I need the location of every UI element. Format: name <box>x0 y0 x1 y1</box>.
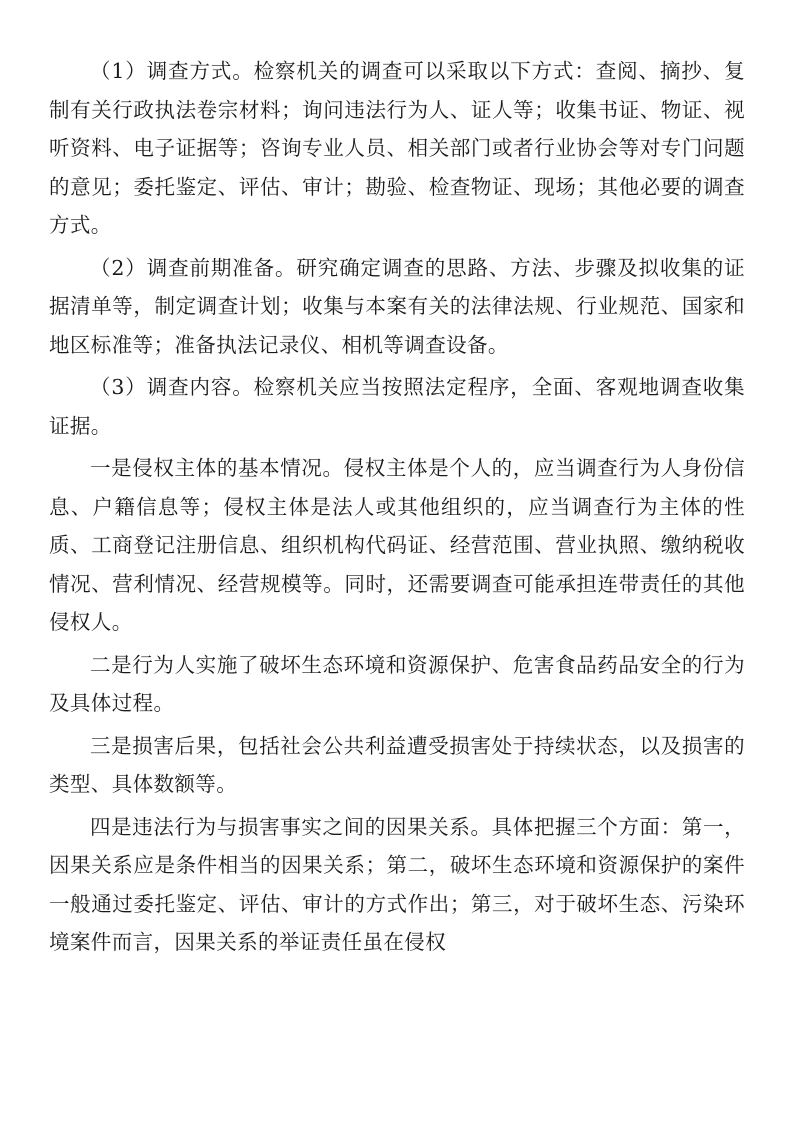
paragraph-infringing-act: 二是行为人实施了破坏生态环境和资源保护、危害食品药品安全的行为及具体过程。 <box>49 652 745 715</box>
paragraph-preliminary-preparation: （2）调查前期准备。研究确定调查的思路、方法、步骤及拟收集的证据清单等，制定调查计划；收集与本案有关的法律法规、行业规范、国家和地区标准等；准备执法记录仪、相机等调查设备。 <box>49 255 745 357</box>
paragraph-infringer-basic-info: 一是侵权主体的基本情况。侵权主体是个人的，应当调查行为人身份信息、户籍信息等；侵权主体是法人或其他组织的，应当调查行为主体的性质、工商登记注册信息、组织机构代码证、经营范围、营业执照、缴纳税收情况、营利情况、经营规模等。同时，还需要调查可能承担连带责任的其他侵权人。 <box>49 456 745 634</box>
paragraph-investigation-methods: （1）调查方式。检察机关的调查可以采取以下方式：查阅、摘抄、复制有关行政执法卷宗材料；询问违法行为人、证人等；收集书证、物证、视听资料、电子证据等；咨询专业人员、相关部门或者行业协会等对专门问题的意见；委托鉴定、评估、审计；勘验、检查物证、现场；其他必要的调查方式。 <box>49 59 745 237</box>
paragraph-causal-relationship: 四是违法行为与损害事实之间的因果关系。具体把握三个方面：第一，因果关系应是条件相当的因果关系；第二，破坏生态环境和资源保护的案件一般通过委托鉴定、评估、审计的方式作出；第三，对于破坏生态、污染环境案件而言，因果关系的举证责任虽在侵权 <box>49 814 745 954</box>
paragraph-damage-consequence: 三是损害后果，包括社会公共利益遭受损害处于持续状态，以及损害的类型、具体数额等。 <box>49 733 745 796</box>
document-body <box>49 52 745 966</box>
paragraph-investigation-content: （3）调查内容。检察机关应当按照法定程序，全面、客观地调查收集证据。 <box>49 375 745 438</box>
